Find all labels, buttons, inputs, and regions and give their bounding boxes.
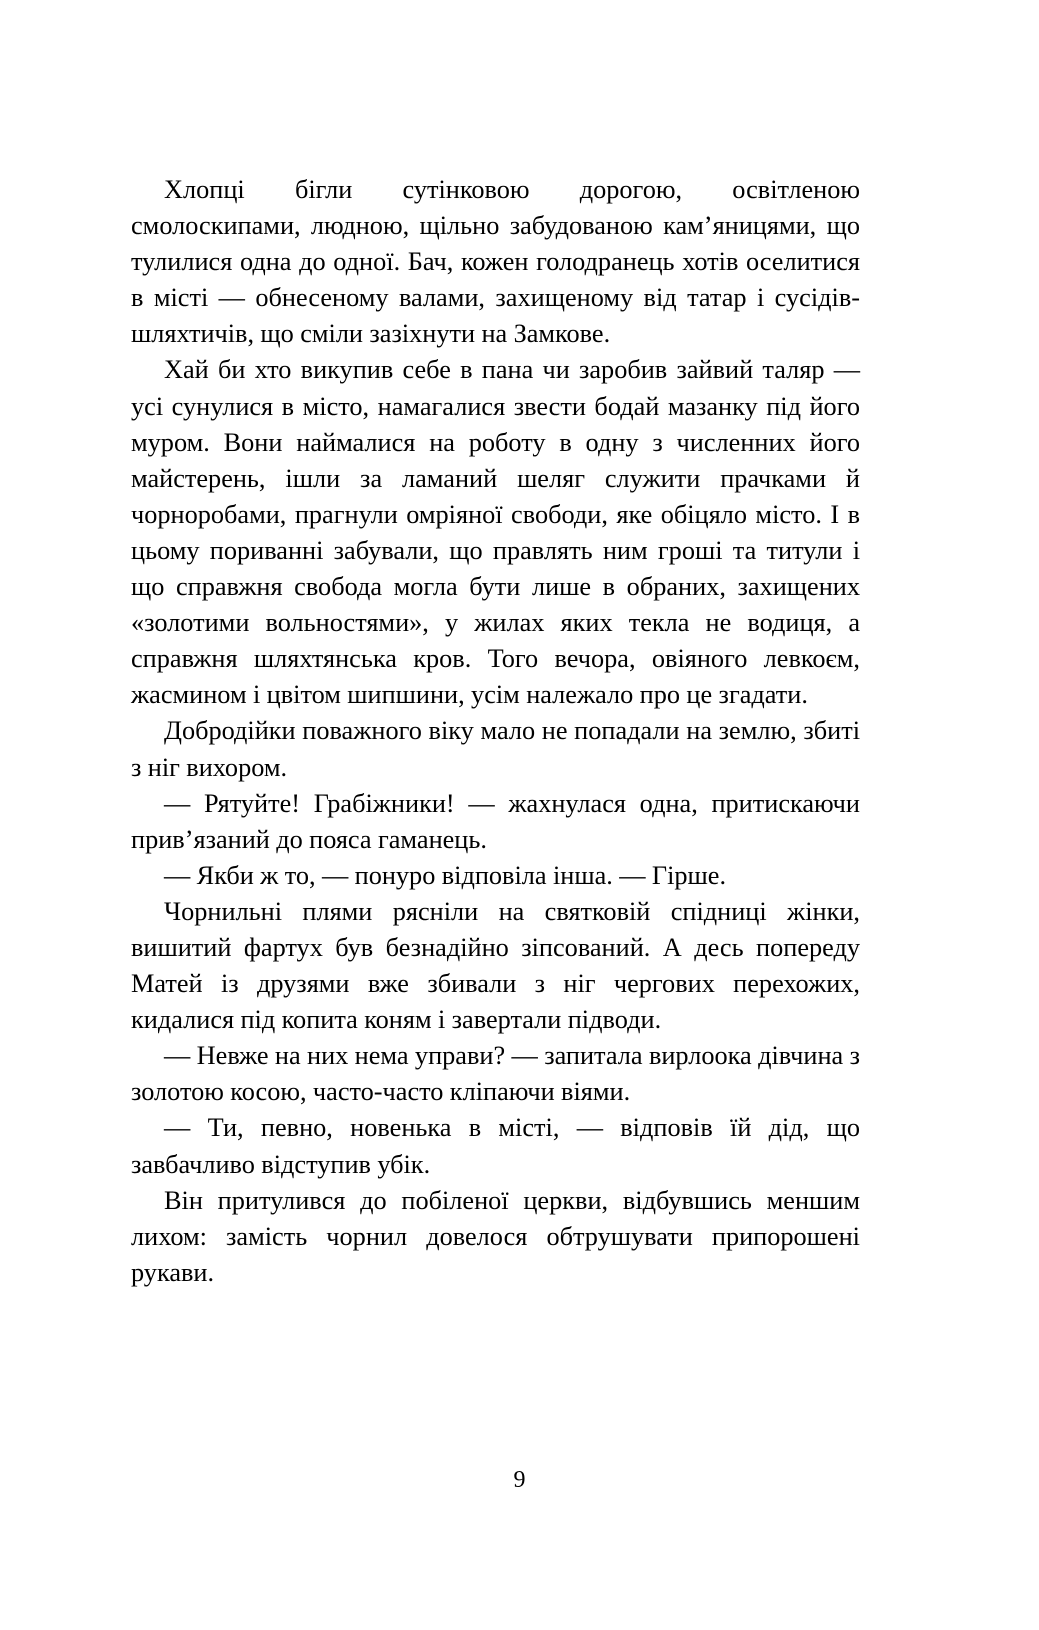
page-body-text <box>131 172 860 1291</box>
paragraph-dialogue: — Невже на них нема управи? — запитала вирлоока дівчина з золотою косою, часто-часто кліпаючи віями. <box>131 1041 860 1107</box>
paragraph-dialogue: — Ти, певно, новенька в місті, — відповів їй дід, що завбачливо відступив убік. <box>131 1113 860 1179</box>
paragraph: Хай би хто викупив себе в пана чи заробив зайвий таляр — усі сунулися в місто, намагалися звести бодай мазанку під його муром. Вони наймалися на роботу в одну з численних його майстерень, ішли за ламаний шеляг служити прачками й чорноробами, прагнули омріяної свободи, яке обіцяло місто. І в цьому пориванні забували, що правлять ним гроші та титули і що справжня свобода могла бути лише в обраних, захищених «золотими вольностями», у жилах яких текла не водиця, а справжня шляхтянська кров. Того вечора, овіяного левкоєм, жасмином і цвітом шипшини, усім належало про це згадати. <box>131 355 860 710</box>
paragraph: Хлопці бігли сутінковою дорогою, освітленою смолоскипами, людною, щільно забудованою кам’яницями, що тулилися одна до одної. Бач, кожен голодранець хотів оселитися в місті — обнесеному валами, захищеному від татар і сусідів-шляхтичів, що сміли зазіхнути на Замкове. <box>131 175 860 349</box>
paragraph: Він притулився до побіленої церкви, відбувшись меншим лихом: замість чорнил довелося обтрушувати припорошені рукави. <box>131 1185 860 1287</box>
paragraph-dialogue: — Рятуйте! Грабіжники! — жахнулася одна, притискаючи прив’язаний до пояса гаманець. <box>131 788 860 854</box>
paragraph: Чорнильні плями рясніли на святковій спідниці жінки, вишитий фартух був безнадійно зіпсований. А десь попереду Матей із друзями вже збивали з ніг чергових перехожих, кидалися під копита коням і завертали підводи. <box>131 896 860 1035</box>
paragraph: Добродійки поважного віку мало не попадали на землю, збиті з ніг вихором. <box>131 716 860 782</box>
page-number: 9 <box>513 1467 526 1493</box>
paragraph-dialogue: — Якби ж то, — понуро відповіла інша. — Гірше. <box>164 860 727 890</box>
